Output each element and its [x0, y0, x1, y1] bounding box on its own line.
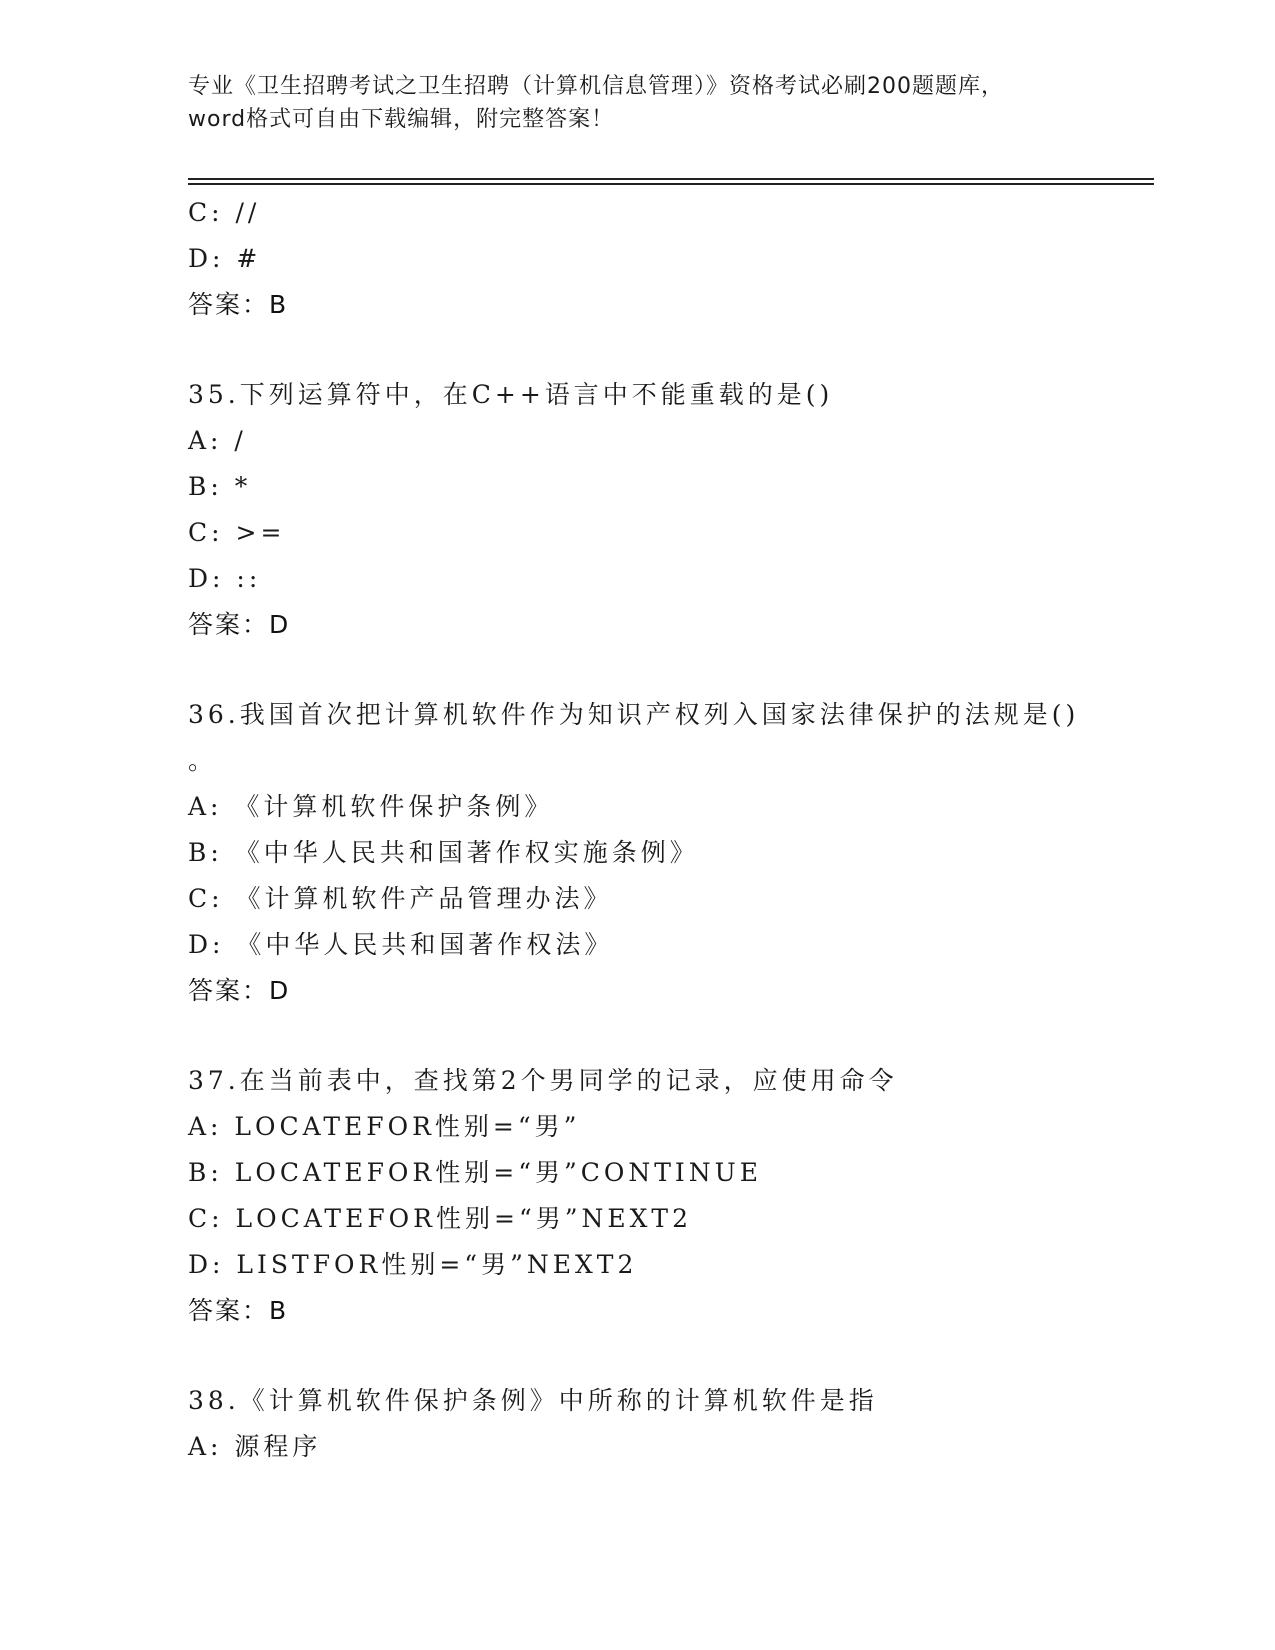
option-d: D: # [188, 244, 262, 273]
question-text: 36.我国首次把计算机软件作为知识产权列入国家法律保护的法规是() [188, 700, 1080, 729]
answer-line: 答案：D [188, 610, 291, 639]
spacer [188, 648, 1108, 692]
spacer [188, 1334, 1108, 1378]
question-text-continued: 。 [188, 746, 218, 775]
header-line-1: 专业《卫生招聘考试之卫生招聘（计算机信息管理）》资格考试必刷200题题库， [188, 74, 1004, 99]
option-b: B: * [188, 472, 252, 501]
question-block-35 [188, 372, 1108, 648]
option-c: C: // [188, 198, 261, 227]
question-block-38 [188, 1378, 1108, 1470]
answer-line: 答案：D [188, 976, 291, 1005]
question-block-34 [188, 190, 1108, 328]
question-text: 37.在当前表中，查找第2个男同学的记录，应使用命令 [188, 1066, 898, 1095]
spacer [188, 328, 1108, 372]
option-d: D: 《中华人民共和国著作权法》 [188, 930, 614, 959]
option-b: B: 《中华人民共和国著作权实施条例》 [188, 838, 699, 867]
spacer [188, 1014, 1108, 1058]
option-a: A: LOCATEFOR性别=“男” [188, 1112, 581, 1141]
option-a: A: 源程序 [188, 1432, 322, 1461]
option-c: C: >= [188, 518, 286, 547]
header-line-2: word格式可自由下载编辑，附完整答案！ [188, 107, 615, 132]
question-text: 35.下列运算符中，在C++语言中不能重载的是() [188, 380, 834, 409]
question-list [188, 190, 1108, 1470]
question-block-37 [188, 1058, 1108, 1334]
header-divider-bottom [188, 183, 1154, 185]
option-c: C: LOCATEFOR性别=“男”NEXT2 [188, 1204, 693, 1233]
option-a: A: / [188, 426, 247, 455]
option-a: A: 《计算机软件保护条例》 [188, 792, 554, 821]
answer-line: 答案：B [188, 290, 289, 319]
option-d: D: :: [188, 564, 262, 593]
answer-line: 答案：B [188, 1296, 289, 1325]
option-b: B: LOCATEFOR性别=“男”CONTINUE [188, 1158, 762, 1187]
question-text: 38.《计算机软件保护条例》中所称的计算机软件是指 [188, 1386, 878, 1415]
option-c: C: 《计算机软件产品管理办法》 [188, 884, 613, 913]
question-block-36 [188, 692, 1108, 1014]
option-d: D: LISTFOR性别=“男”NEXT2 [188, 1250, 638, 1279]
document-header [188, 70, 1088, 136]
header-divider-top [188, 178, 1154, 180]
